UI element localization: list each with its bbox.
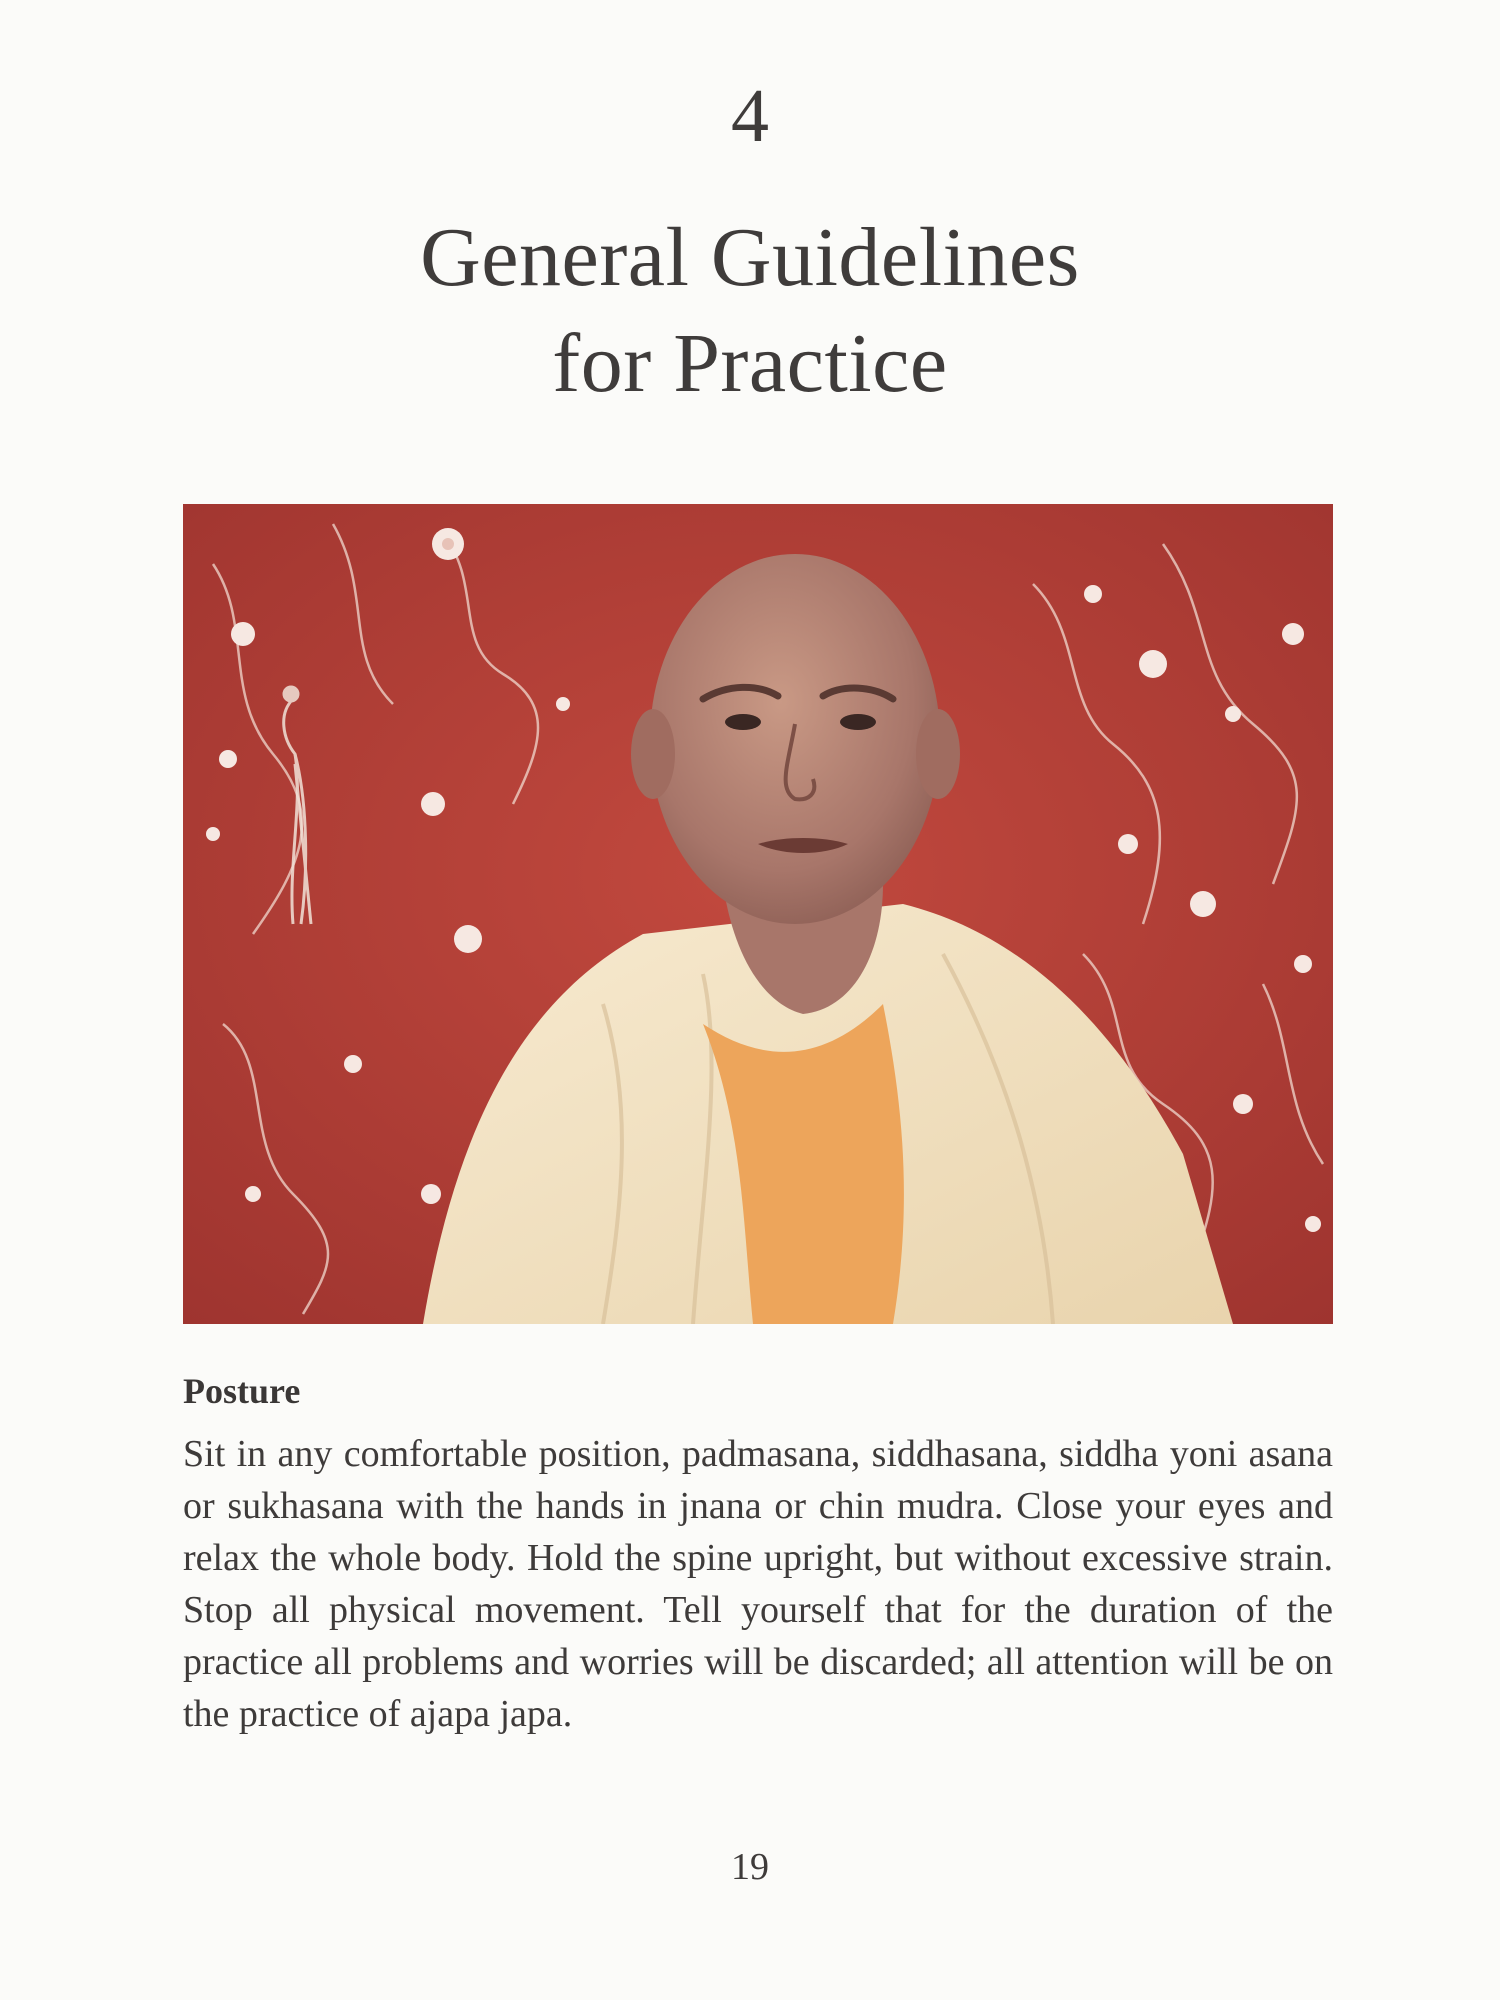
portrait-illustration bbox=[183, 504, 1333, 1324]
section-heading: Posture bbox=[183, 1371, 301, 1411]
posture-paragraph: Sit in any comfortable position, padmasana, siddhasana, siddha yoni asana or sukhasana with the hands in jnana or chin mudra. Close your eyes and relax the whole body. Hold the spine upright, but without excessive strain. Stop all physical movement. Tell yourself that for the duration of the practice all problems and worries will be discarded; all attention will be on the practice of ajapa japa. bbox=[183, 1433, 1333, 1735]
head bbox=[650, 554, 940, 924]
chapter-title bbox=[0, 205, 1500, 417]
chapter-title-line-1: General Guidelines bbox=[420, 211, 1080, 304]
portrait-photo bbox=[183, 504, 1333, 1324]
chapter-number: 4 bbox=[731, 74, 769, 158]
page-number: 19 bbox=[731, 1846, 769, 1888]
chapter-title-line-2: for Practice bbox=[552, 317, 948, 410]
